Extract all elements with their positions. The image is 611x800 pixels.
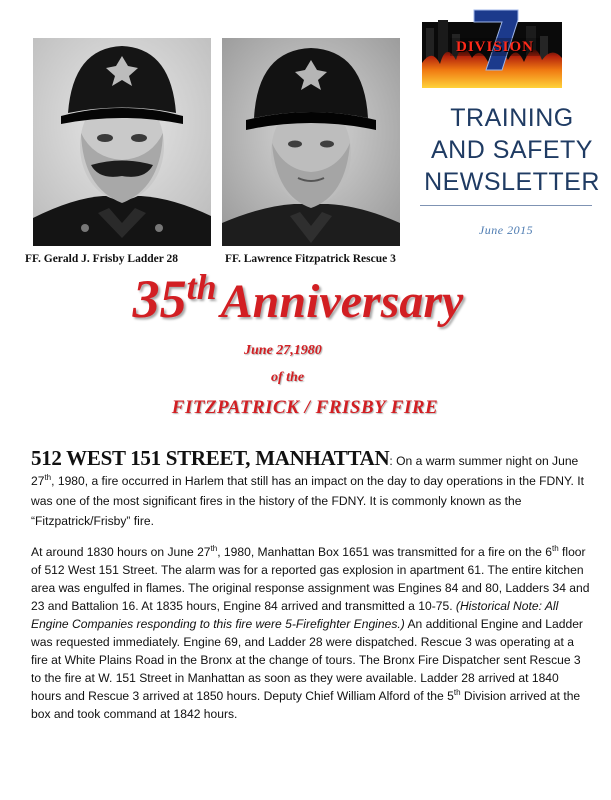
- paragraph-text: Division arrived at the box and took command at 1842 hours.: [31, 689, 581, 721]
- paragraph-text: floor of 512 West 151 Street. The alarm was for a reported gas explosion in apartment 61. The entire kitchen area was engulfed in flames. The original response assignment was Engines 84 and 80, Ladders 34 and 23 and Battalion 16. At 1835 hours, Engine 84 arrived and transmitted a 10-75.: [31, 545, 590, 613]
- newsletter-title-line-2: AND SAFETY: [431, 136, 593, 164]
- newsletter-title-line-1: TRAINING: [450, 104, 574, 132]
- anniversary-banner: [88, 268, 508, 330]
- photo-caption-fitzpatrick: FF. Lawrence Fitzpatrick Rescue 3: [225, 253, 396, 265]
- paragraph-text: : On a warm summer night on June 27: [31, 454, 579, 488]
- article-paragraph-1: [31, 448, 591, 531]
- article-paragraph-2: [31, 543, 591, 723]
- issue-date: June 2015: [478, 223, 534, 237]
- banner-fire-name: FITZPATRICK / FRISBY FIRE: [171, 397, 439, 418]
- ordinal-suffix: th: [44, 472, 52, 482]
- photo-frisby: [33, 38, 211, 246]
- paragraph-text: An additional Engine and Ladder was requested immediately. Engine 69, and Ladder 28 were dispatched. Rescue 3 was operating at a fire at White Plains Road in the Bronx at the change of tours. The Bronx Fire Dispatcher sent Rescue 3 to the fire at W. 151 Street in Manhattan as soon as they were available. Ladder 28 arrived at 1840 hours and Rescue 3 arrived at 1850 hours. Deputy Chief William Alford of the 5: [31, 617, 583, 703]
- anniversary-ordinal: th: [186, 267, 217, 307]
- newsletter-title: [418, 102, 606, 198]
- paragraph-text: At around 1830 hours on June 27: [31, 545, 211, 559]
- division-7-logo: [422, 8, 562, 88]
- photo-fitzpatrick: [222, 38, 400, 246]
- historical-note: (Historical Note: All Engine Companies responding to this fire were 5-Firefighter Engines.): [31, 599, 559, 631]
- logo-division-text: DIVISION: [455, 39, 535, 55]
- title-divider: [420, 205, 592, 206]
- paragraph-text: , 1980, Manhattan Box 1651 was transmitted for a fire on the 6: [217, 545, 552, 559]
- banner-date: June 27,1980: [244, 343, 322, 358]
- ordinal-suffix: th: [453, 687, 461, 697]
- newsletter-title-line-3: NEWSLETTER: [424, 168, 600, 196]
- paragraph-text: , 1980, a fire occurred in Harlem that still has an impact on the day to day operations in the FDNY. It was one of the most significant fires in the history of the FDNY. It is commonly known as the “Fitzpatrick/Frisby” fire.: [31, 474, 584, 528]
- article-heading: 512 WEST 151 STREET, MANHATTAN: [31, 446, 390, 470]
- banner-of-the: of the: [271, 370, 305, 385]
- ordinal-suffix: th: [210, 543, 218, 553]
- anniversary-word: Anniversary: [220, 275, 464, 328]
- photo-caption-frisby: FF. Gerald J. Frisby Ladder 28: [25, 253, 179, 265]
- anniversary-number: 35: [132, 269, 187, 329]
- article-body: [31, 448, 591, 735]
- ordinal-suffix: th: [552, 543, 559, 553]
